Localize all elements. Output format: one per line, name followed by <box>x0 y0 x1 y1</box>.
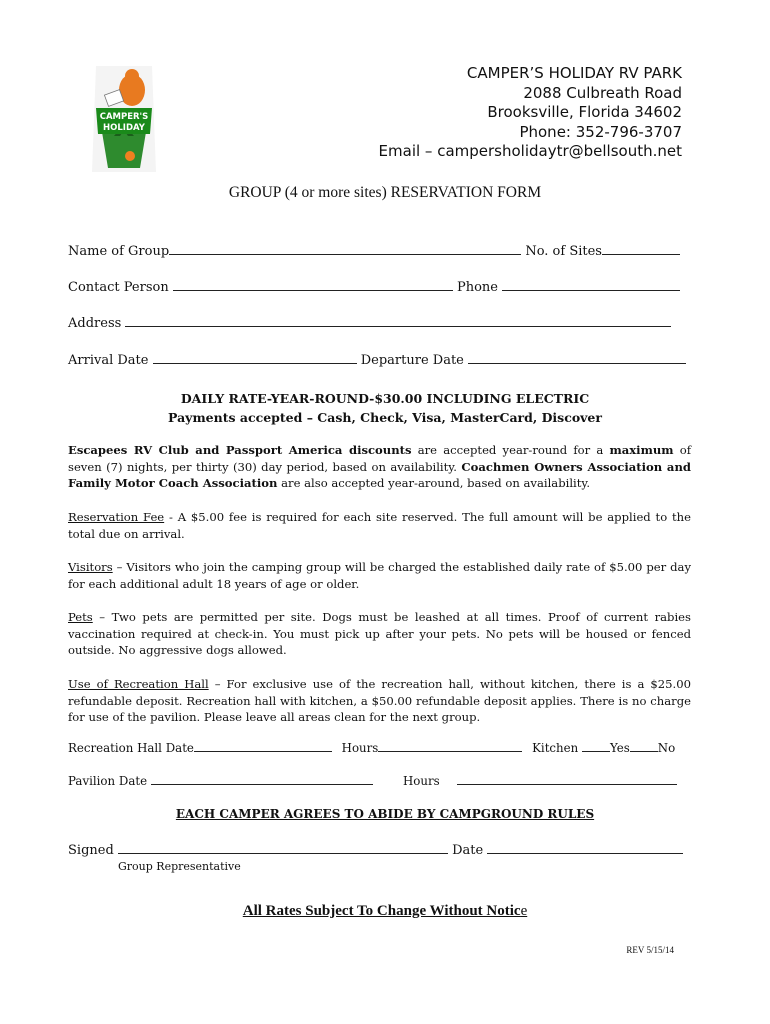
address-field[interactable] <box>125 315 671 327</box>
visitors-paragraph: Visitors – Visitors who join the camping group will be charged the established daily rate of $5.00 per day for each additional adult 18 years of age or older. <box>68 560 691 591</box>
park-city: Brooksville, Florida 34602 <box>487 103 682 121</box>
reservation-fee-label: Reservation Fee <box>68 510 165 524</box>
signed-label: Signed <box>68 843 114 858</box>
form-title: GROUP (4 or more sites) RESERVATION FORM <box>228 184 542 201</box>
pets-label: Pets <box>68 610 93 624</box>
phone-field[interactable] <box>502 279 680 291</box>
campground-rules: EACH CAMPER AGREES TO ABIDE BY CAMPGROUND RULES <box>175 807 595 821</box>
park-phone: Phone: 352-796-3707 <box>519 122 682 141</box>
svg-text:HOLIDAY: HOLIDAY <box>103 123 145 133</box>
bear-logo-icon <box>88 64 160 174</box>
revision-label: REV 5/15/14 <box>626 945 674 955</box>
kitchen-label: Kitchen <box>532 741 579 755</box>
signature-row <box>68 842 683 858</box>
daily-rate: DAILY RATE-YEAR-ROUND-$30.00 INCLUDING ELECTRIC <box>180 391 590 406</box>
discounts-paragraph: Escapees RV Club and Passport America discounts are accepted year-round for a maximum of seven (7) nights, per thirty (30) day period, based on availability. Coachmen Owners Association and Family Motor Coach Association are also accepted year-around, based on availability. <box>68 443 692 490</box>
name-of-group-label: Name of Group <box>68 244 170 259</box>
kitchen-no-field[interactable] <box>630 740 658 752</box>
no-of-sites-label: No. of Sites <box>525 244 602 259</box>
arrival-date-label: Arrival Date <box>68 353 149 368</box>
park-header <box>379 64 682 162</box>
contact-person-label: Contact Person <box>68 280 169 295</box>
pavilion-row <box>68 773 373 788</box>
signature-date-field[interactable] <box>487 842 683 854</box>
rates-block <box>0 389 770 427</box>
recreation-hall-paragraph: Use of Recreation Hall – For exclusive use of the recreation hall, without kitchen, there is a $25.00 refundable deposit. Recreation hall with kitchen, a $50.00 refundable deposit applies. There is no charge for use of the pavilion. Please leave all areas clean for the next group. <box>68 677 691 724</box>
name-of-group-field[interactable] <box>169 243 521 255</box>
signature-field[interactable] <box>118 842 448 854</box>
park-name: CAMPER’S HOLIDAY RV PARK <box>466 64 682 82</box>
svg-text:CAMPER'S: CAMPER'S <box>99 112 149 122</box>
pavilion-date-field[interactable] <box>151 773 373 785</box>
group-representative-caption: Group Representative <box>118 860 241 873</box>
pavilion-date-label: Pavilion Date <box>68 774 148 788</box>
park-street: 2088 Culbreath Road <box>523 83 682 102</box>
group-name-row <box>68 243 680 259</box>
arrival-date-field[interactable] <box>153 352 357 364</box>
pavilion-hours-field[interactable] <box>457 773 677 785</box>
park-email: Email – campersholidaytr@bellsouth.net <box>378 142 682 160</box>
recreation-hall-row <box>68 740 675 755</box>
contact-person-field[interactable] <box>173 279 453 291</box>
visitors-label: Visitors <box>68 560 113 574</box>
hall-hours-field[interactable] <box>378 740 522 752</box>
departure-date-label: Departure Date <box>360 353 464 368</box>
recreation-hall-date-field[interactable] <box>194 740 332 752</box>
payments-accepted: Payments accepted – Cash, Check, Visa, MasterCard, Discover <box>168 410 602 425</box>
departure-date-field[interactable] <box>468 352 686 364</box>
address-row <box>68 315 671 331</box>
signature-date-label: Date <box>452 843 484 858</box>
kitchen-yes-field[interactable] <box>582 740 610 752</box>
pavilion-hours-row <box>403 773 677 788</box>
contact-row <box>68 279 680 295</box>
recreation-hall-label: Use of Recreation Hall <box>68 677 209 691</box>
hall-hours-label: Hours <box>341 741 379 755</box>
dates-row <box>68 352 686 368</box>
address-label: Address <box>68 316 122 331</box>
reservation-fee-paragraph: Reservation Fee - A $5.00 fee is required for each site reserved. The full amount will be applied to the total due on arrival. <box>68 510 691 541</box>
recreation-hall-date-label: Recreation Hall Date <box>68 741 194 755</box>
pets-paragraph: Pets – Two pets are permitted per site. Dogs must be leashed at all times. Proof of current rabies vaccination required at check-in. You must pick up after your pets. No pets will be housed or fenced outside. No aggressive dogs allowed. <box>68 610 691 657</box>
kitchen-no-label: No <box>657 741 676 755</box>
rates-notice: All Rates Subject To Change Without Notice <box>242 903 528 919</box>
phone-label: Phone <box>456 280 498 295</box>
no-of-sites-field[interactable] <box>602 243 680 255</box>
park-logo <box>88 64 160 174</box>
kitchen-yes-label: Yes <box>609 741 630 755</box>
pavilion-hours-label: Hours <box>403 774 440 788</box>
